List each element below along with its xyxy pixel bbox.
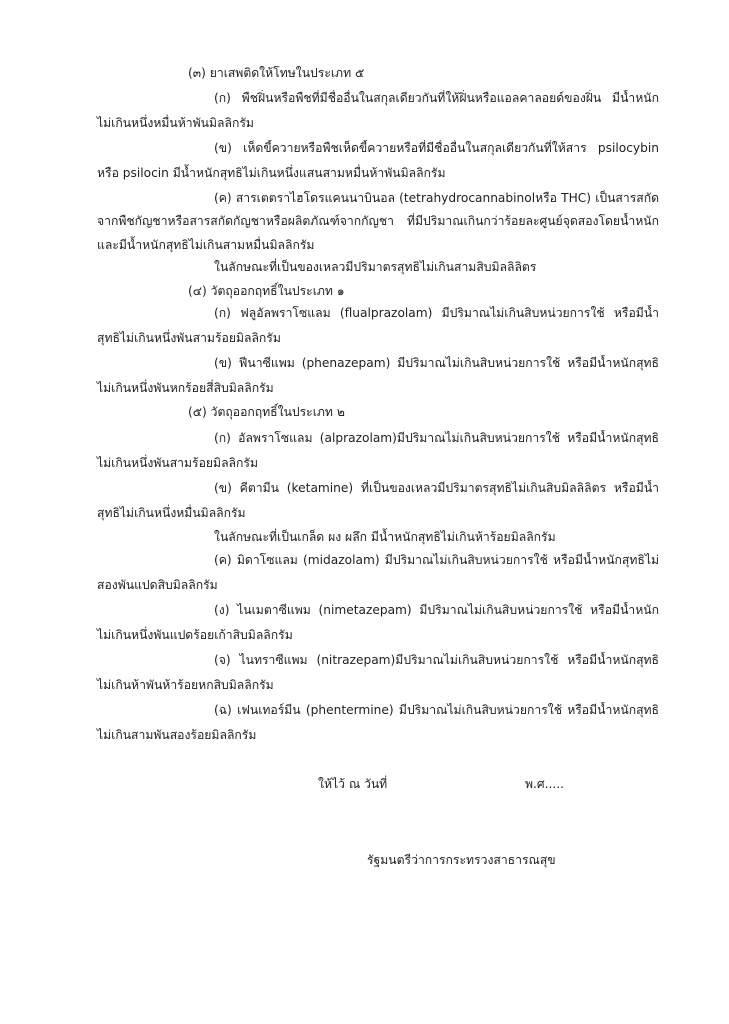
given-on-label: ให้ไว้ ณ วันที่ <box>318 777 388 791</box>
section-4-item-kho-line-2: ไม่เกินหนึ่งพันหกร้อยสี่สิบมิลลิกรัม <box>97 381 274 395</box>
section-5-item-kha-line-2: สองพันแปดสิบมิลลิกรัม <box>97 578 218 592</box>
section-4-item-kho-line-1: (ข) ฟีนาซีแพม (phenazepam) มีปริมาณไม่เกินสิบหน่วยการใช้ หรือมีน้ำหนักสุทธิ <box>214 356 659 370</box>
section-5-item-kho-line-2: สุทธิไม่เกินหนึ่งหมื่นมิลลิกรัม <box>97 506 246 520</box>
section-3-item-kho-line-2: หรือ psilocin มีน้ำหนักสุทธิไม่เกินหนึ่งแสนสามหมื่นห้าพันมิลลิกรัม <box>97 166 446 180</box>
section-5-item-ko-line-2: ไม่เกินหนึ่งพันสามร้อยมิลลิกรัม <box>97 456 258 470</box>
buddhist-era-label: พ.ศ..... <box>525 777 565 791</box>
section-5-item-kho-line-3: ในลักษณะที่เป็นเกล็ด ผง ผลึก มีน้ำหนักสุทธิไม่เกินห้าร้อยมิลลิกรัม <box>214 530 556 544</box>
section-5-heading: (๕) วัตถุออกฤทธิ์ในประเภท ๒ <box>188 405 345 419</box>
section-5-item-ngo-line-2: ไม่เกินหนึ่งพันแปดร้อยเก้าสิบมิลลิกรัม <box>97 628 293 642</box>
section-5-item-ngo-line-1: (ง) ไนเมตาซีแพม (nimetazepam) มีปริมาณไม่เกินสิบหน่วยการใช้ หรือมีน้ำหนัก <box>214 603 659 617</box>
section-4-heading: (๔) วัตถุออกฤทธิ์ในประเภท ๑ <box>188 284 345 298</box>
section-5-item-chho-line-2: ไม่เกินสามพันสองร้อยมิลลิกรัม <box>97 728 257 742</box>
section-5-item-cho-line-2: ไม่เกินห้าพันห้าร้อยหกสิบมิลลิกรัม <box>97 678 274 692</box>
section-3-item-kho-line-1: (ข) เห็ดขี้ควายหรือพืชเห็ดขี้ควายหรือที่มีชื่ออื่นในสกุลเดียวกันที่ให้สาร psilocybin <box>214 141 659 155</box>
section-5-item-kha-line-1: (ค) มิดาโซแลม (midazolam) มีปริมาณไม่เกินสิบหน่วยการใช้ หรือมีน้ำหนักสุทธิไม่ <box>214 553 659 567</box>
section-3-item-kha-line-3: และมีน้ำหนักสุทธิไม่เกินสามหมื่นมิลลิกรัม <box>97 238 315 252</box>
section-3-item-kha-line-4: ในลักษณะที่เป็นของเหลวมีปริมาตรสุทธิไม่เกินสามสิบมิลลิลิตร <box>214 260 537 274</box>
section-4-item-ko-line-2: สุทธิไม่เกินหนึ่งพันสามร้อยมิลลิกรัม <box>97 331 281 345</box>
section-3-item-kha-line-1: (ค) สารเตตราไฮโดรแคนนาบินอล (tetrahydrocannabinolหรือ THC) เป็นสารสกัด <box>214 191 659 205</box>
section-3-heading: (๓) ยาเสพติดให้โทษในประเภท ๕ <box>188 66 365 80</box>
section-5-item-cho-line-1: (จ) ไนทราซีแพม (nitrazepam)มีปริมาณไม่เกินสิบหน่วยการใช้ หรือมีน้ำหนักสุทธิ <box>214 653 659 667</box>
section-5-item-ko-line-1: (ก) อัลพราโซแลม (alprazolam)มีปริมาณไม่เกินสิบหน่วยการใช้ หรือมีน้ำหนักสุทธิ <box>214 431 659 445</box>
section-5-item-kho-line-1: (ข) คีตามีน (ketamine) ที่เป็นของเหลวมีปริมาตรสุทธิไม่เกินสิบมิลลิลิตร หรือมีน้ำ <box>214 481 659 495</box>
section-3-item-ko-line-1: (ก) พืชฝิ่นหรือพืชที่มีชื่ออื่นในสกุลเดียวกันที่ให้ฝิ่นหรือแอลคาลอยด์ของฝิ่น มีน้ำหนัก <box>214 91 659 105</box>
section-3-item-ko-line-2: ไม่เกินหนึ่งหมื่นห้าพันมิลลิกรัม <box>97 116 254 130</box>
section-3-item-kha-line-2: จากพืชกัญชาหรือสารสกัดกัญชาหรือผลิตภัณฑ์จากกัญชา ที่มีปริมาณเกินกว่าร้อยละศูนย์จุดสองโดยน้ำหนัก <box>97 214 659 228</box>
section-4-item-ko-line-1: (ก) ฟลูอัลพราโซแลม (flualprazolam) มีปริมาณไม่เกินสิบหน่วยการใช้ หรือมีน้ำ <box>214 306 659 320</box>
signer-title: รัฐมนตรีว่าการกระทรวงสาธารณสุข <box>367 853 556 867</box>
section-5-item-chho-line-1: (ฉ) เฟนเทอร์มีน (phentermine) มีปริมาณไม่เกินสิบหน่วยการใช้ หรือมีน้ำหนักสุทธิ <box>214 703 659 717</box>
